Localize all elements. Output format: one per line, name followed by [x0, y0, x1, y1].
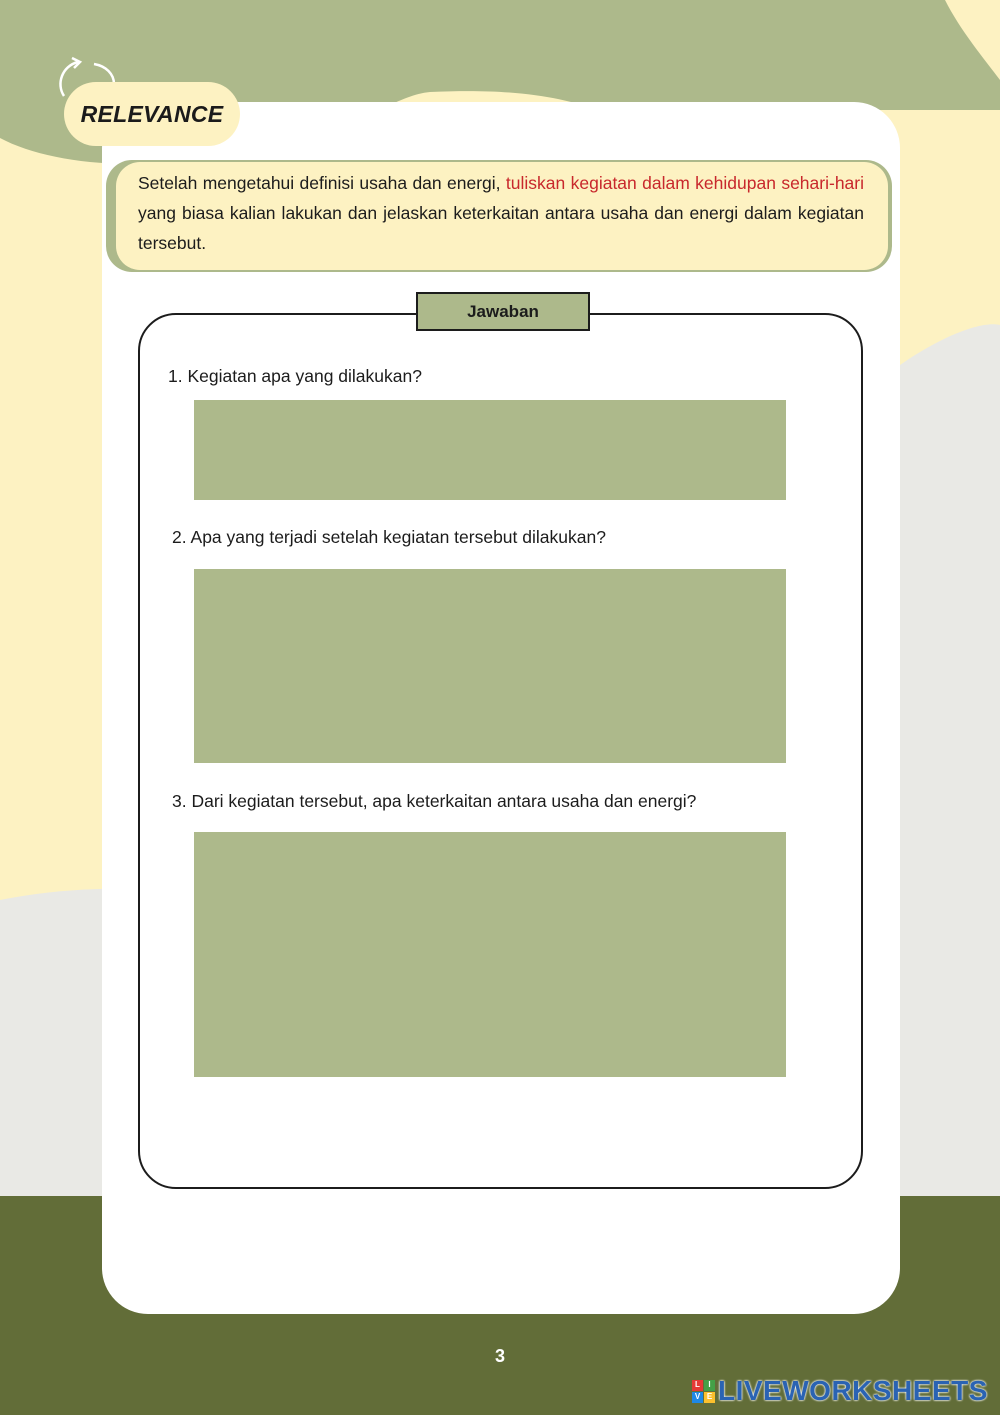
answer-input-1[interactable]	[194, 400, 786, 500]
question-number: 1.	[168, 366, 183, 386]
question-number: 2.	[172, 527, 187, 547]
brand-name: LIVEWORKSHEETS	[718, 1375, 988, 1406]
answer-input-2[interactable]	[194, 569, 786, 763]
question-1	[168, 366, 422, 387]
instruction-highlight: tuliskan kegiatan dalam kehidupan sehari-hari	[505, 173, 864, 193]
question-number: 3.	[172, 791, 187, 811]
liveworksheets-logo-icon	[692, 1380, 715, 1403]
question-2	[172, 527, 606, 548]
instruction-part1: Setelah mengetahui definisi usaha dan energi,	[138, 173, 506, 193]
question-text: Kegiatan apa yang dilakukan?	[187, 366, 422, 386]
section-title: RELEVANCE	[80, 100, 224, 127]
answer-input-3[interactable]	[194, 832, 786, 1077]
liveworksheets-brand[interactable]	[692, 1375, 988, 1407]
instruction-text	[138, 168, 864, 258]
page-number: 3	[494, 1346, 505, 1366]
question-3	[172, 791, 696, 812]
logo-letter-v: V	[692, 1392, 703, 1403]
answer-label: Jawaban	[416, 292, 590, 331]
instruction-part2: yang biasa kalian lakukan dan jelaskan keterkaitan antara usaha dan energi dalam kegiatan tersebut.	[138, 203, 864, 253]
logo-letter-e: E	[704, 1392, 715, 1403]
logo-letter-i: I	[704, 1380, 715, 1391]
question-text: Apa yang terjadi setelah kegiatan tersebut dilakukan?	[190, 527, 606, 547]
question-text: Dari kegiatan tersebut, apa keterkaitan antara usaha dan energi?	[191, 791, 697, 811]
logo-letter-l: L	[692, 1380, 703, 1391]
section-title-pill	[64, 82, 240, 146]
